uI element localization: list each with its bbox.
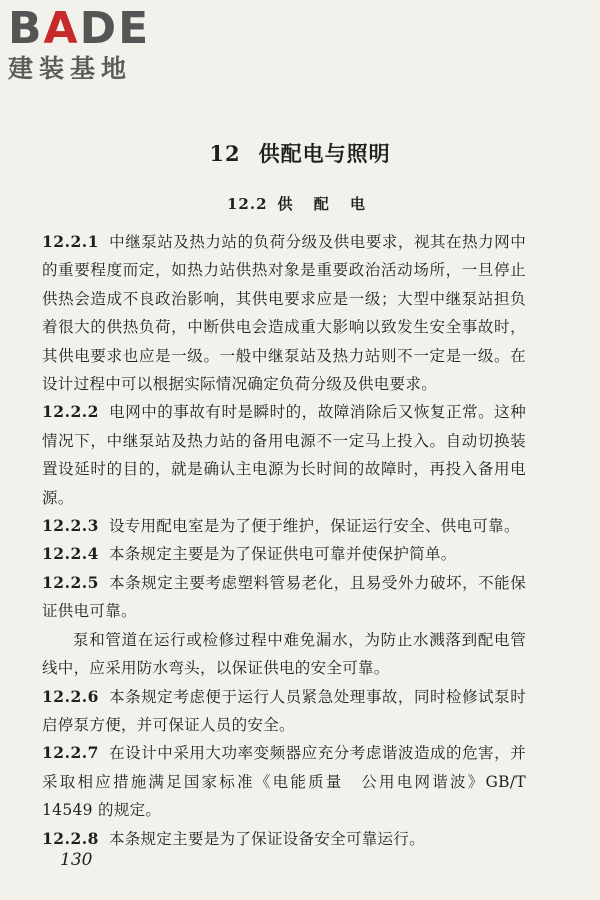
chapter-heading	[0, 138, 600, 168]
section-number: 12.2	[227, 195, 268, 213]
clause-12-2-5-continuation	[42, 626, 526, 683]
clause-12-2-5	[42, 569, 526, 626]
clause-text: 泵和管道在运行或检修过程中难免漏水，为防止水溅落到配电管线中，应采用防水弯头，以保证供电的安全可靠。	[42, 630, 526, 678]
clause-id: 12.2.4	[42, 544, 99, 564]
clause-12-2-4	[42, 540, 526, 568]
clause-12-2-8	[42, 825, 526, 853]
section-heading	[0, 193, 600, 214]
clause-id: 12.2.1	[42, 232, 99, 251]
clause-text: 电网中的事故有时是瞬时的，故障消除后又恢复正常。这种情况下，中继泵站及热力站的备用电源不一定马上投入。自动切换装置设延时的目的，就是确认主电源为长时间的故障时，再投入备用电源。	[42, 403, 526, 507]
bade-logo	[8, 3, 178, 84]
clause-text: 本条规定主要是为了保证设备安全可靠运行。	[108, 829, 425, 848]
chapter-title: 供配电与照明	[258, 141, 391, 166]
chapter-number: 12	[209, 141, 241, 166]
clause-id: 12.2.8	[42, 828, 99, 848]
clause-text: 本条规定考虑便于运行人员紧急处理事故，同时检修试泵时启停泵方便，并可保证人员的安全。	[42, 687, 526, 734]
clause-12-2-3	[42, 512, 526, 540]
logo-wordmark: BADE	[8, 3, 151, 54]
clause-id: 12.2.7	[42, 743, 99, 763]
logo-subtitle: 建装基地	[8, 54, 133, 83]
clause-list	[42, 228, 526, 853]
clause-id: 12.2.6	[42, 686, 99, 706]
clause-id: 12.2.5	[42, 572, 99, 592]
clause-12-2-6	[42, 683, 526, 740]
clause-text: 设专用配电室是为了便于维护，保证运行安全、供电可靠。	[108, 517, 520, 536]
clause-text: 在设计中采用大功率变频器应充分考虑谐波造成的危害，并采取相应措施满足国家标准《电能质量 公用电网谐波》GB/T 14549 的规定。	[42, 744, 526, 820]
logo-accent-letter: A	[43, 3, 80, 54]
clause-12-2-1	[42, 228, 526, 398]
clause-12-2-7	[42, 739, 526, 824]
clause-12-2-2	[42, 398, 526, 512]
section-title: 供 配 电	[277, 195, 373, 213]
clause-id: 12.2.2	[42, 402, 99, 422]
clause-id: 12.2.3	[42, 516, 99, 536]
clause-text: 本条规定主要考虑塑料管易老化，且易受外力破坏，不能保证供电可靠。	[42, 573, 526, 621]
clause-text: 本条规定主要是为了保证供电可靠并使保护简单。	[108, 545, 457, 564]
clause-text: 中继泵站及热力站的负荷分级及供电要求，视其在热力网中的重要程度而定，如热力站供热对象是重要政治活动场所，一旦停止供热会造成不良政治影响，其供电要求应是一级；大型中继泵站担负着很大的供热负荷，中断供电会造成重大影响以致发生安全事故时，其供电要求也应是一级。一般中继泵站及热力站则不一定是一级。在设计过程中可以根据实际情况确定负荷分级及供电要求。	[42, 233, 526, 394]
page-number: 130	[60, 850, 93, 870]
